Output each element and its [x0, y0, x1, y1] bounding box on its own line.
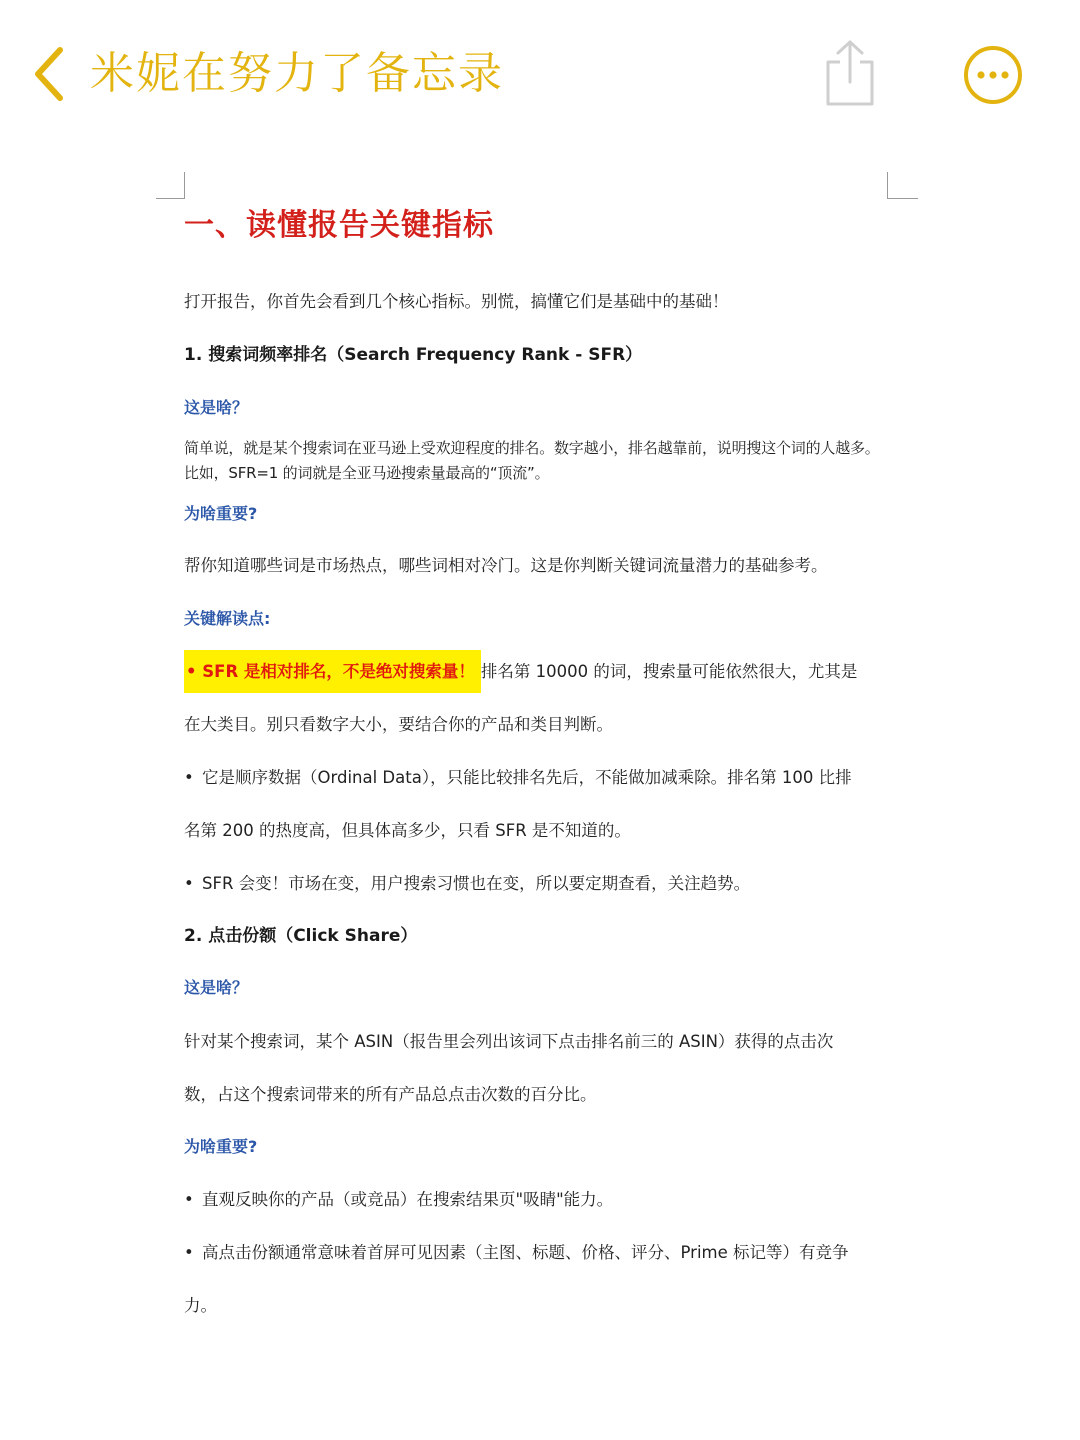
app-title: 米妮在努力了备忘录 — [90, 48, 504, 99]
chevron-left-icon — [28, 44, 78, 104]
ellipsis-circle-icon — [962, 44, 1024, 106]
metric1-bullet1 — [184, 660, 857, 684]
section-title: 一、读懂报告关键指标 — [184, 208, 494, 243]
metric1-heading: 1. 搜索词频率排名（Search Frequency Rank - SFR） — [184, 345, 643, 365]
metric1-why-label: 为啥重要? — [184, 504, 258, 523]
highlight-phrase: SFR 是相对排名，不是绝对搜索量！ — [202, 662, 475, 681]
app-header — [0, 0, 1080, 150]
metric2-heading: 2. 点击份额（Click Share） — [184, 926, 418, 946]
crop-mark-top-left — [156, 172, 185, 199]
metric2-what-line1: 针对某个搜索词，某个 ASIN（报告里会列出该词下点击排名前三的 ASIN）获得的点击次 — [184, 1032, 834, 1051]
metric1-bullet3 — [184, 872, 750, 896]
bullet-dot: • — [184, 1243, 194, 1262]
bullet2-text: 它是顺序数据（Ordinal Data），只能比较排名先后，不能做加减乘除。排名第 100 比排 — [202, 768, 852, 787]
bullet-dot: • — [184, 650, 197, 693]
metric1-key-label: 关键解读点: — [184, 609, 271, 628]
share-icon — [818, 38, 882, 108]
bullet-dot: • — [184, 768, 194, 787]
bullet3-text: SFR 会变！市场在变，用户搜索习惯也在变，所以要定期查看，关注趋势。 — [202, 874, 751, 893]
metric2-bullet2-line2: 力。 — [184, 1296, 217, 1315]
metric1-bullet1-line2: 在大类目。别只看数字大小，要结合你的产品和类目判断。 — [184, 715, 613, 734]
metric2-what-label: 这是啥？ — [184, 978, 249, 997]
metric1-bullet2-line2: 名第 200 的热度高，但具体高多少，只看 SFR 是不知道的。 — [184, 821, 631, 840]
bullet-dot: • — [184, 874, 194, 893]
crop-mark-top-right — [887, 172, 918, 199]
metric2-bullet1 — [184, 1188, 613, 1212]
bullet1-rest: 排名第 10000 的词，搜索量可能依然很大，尤其是 — [480, 662, 858, 681]
metric2-bullet2-text: 高点击份额通常意味着首屏可见因素（主图、标题、价格、评分、Prime 标记等）有竞争 — [202, 1243, 849, 1262]
metric1-what-line1: 简单说，就是某个搜索词在亚马逊上受欢迎程度的排名。数字越小，排名越靠前，说明搜这个词的人越多。 — [184, 439, 880, 457]
metric2-bullet1-text: 直观反映你的产品（或竞品）在搜索结果页"吸睛"能力。 — [202, 1190, 614, 1209]
document-page — [0, 150, 1080, 1440]
back-button[interactable] — [28, 44, 78, 104]
metric1-bullet2 — [184, 766, 852, 790]
bullet-dot: • — [184, 1190, 194, 1209]
highlighted-text — [197, 650, 481, 693]
metric2-why-label: 为啥重要? — [184, 1137, 258, 1156]
intro-paragraph: 打开报告，你首先会看到几个核心指标。别慌，搞懂它们是基础中的基础！ — [184, 292, 729, 311]
metric1-what-line2: 比如，SFR=1 的词就是全亚马逊搜索量最高的“顶流”。 — [184, 464, 550, 482]
metric2-bullet2 — [184, 1241, 849, 1265]
metric1-what-label: 这是啥？ — [184, 398, 249, 417]
more-button[interactable] — [962, 44, 1024, 106]
metric1-why-text: 帮你知道哪些词是市场热点，哪些词相对冷门。这是你判断关键词流量潜力的基础参考。 — [184, 556, 828, 575]
metric2-what-line2: 数，占这个搜索词带来的所有产品总点击次数的百分比。 — [184, 1085, 597, 1104]
share-button[interactable] — [818, 38, 882, 108]
